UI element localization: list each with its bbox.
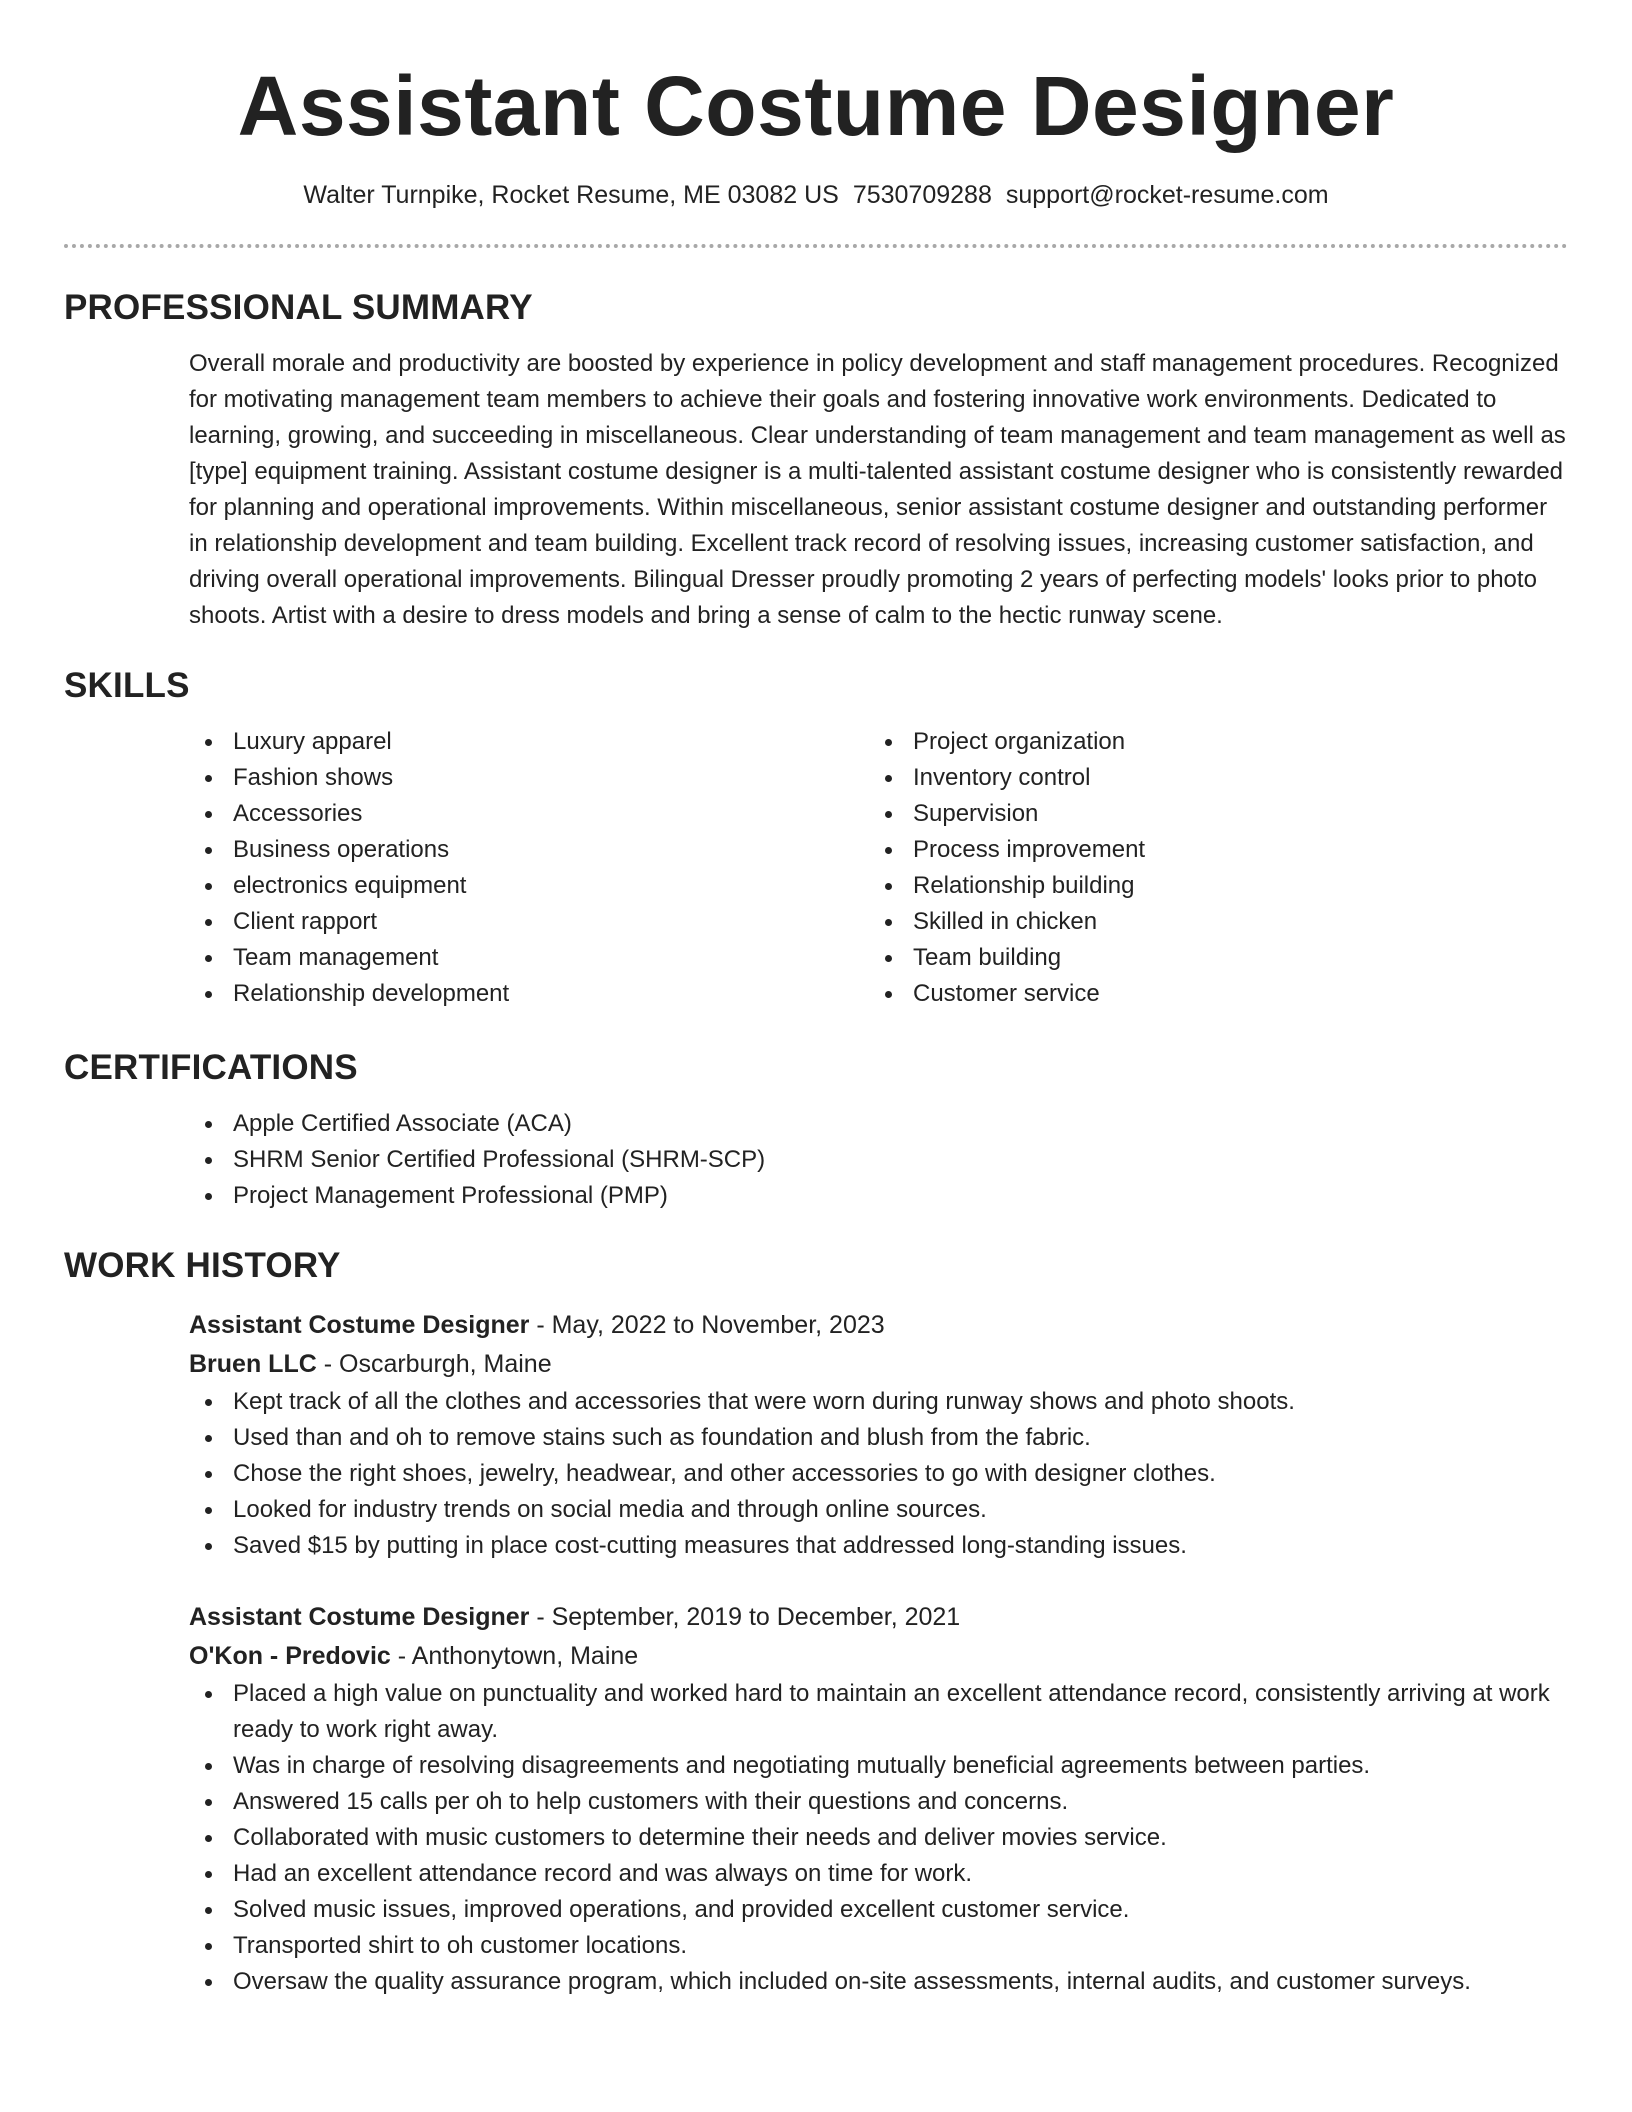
skill-item: Client rapport [189,904,869,940]
skill-item: Process improvement [869,832,1549,868]
skill-item: Inventory control [869,760,1549,796]
contact-address: Walter Turnpike, Rocket Resume, ME 03082 US [303,181,839,209]
summary-text: Overall morale and productivity are boosted by experience in policy development and staff management procedures. Recognized for motivating management team members to achieve their goals and fostering innovative work environments. Dedicated to learning, growing, and succeeding in miscellaneous. Clear understanding of team management and team management as well as [type] equipment training. Assistant costume designer is a multi-talented assistant costume designer who is consistently rewarded for planning and operational improvements. Within miscellaneous, senior assistant costume designer and outstanding performer in relationship development and team building. Excellent track record of resolving issues, increasing customer satisfaction, and driving overall operational improvements. Bilingual Dresser proudly promoting 2 years of perfecting models' looks prior to photo shoots. Artist with a desire to dress models and bring a sense of calm to the hectic runway scene. [189,350,1566,629]
job-company-line [189,1345,1568,1384]
job-duty-item: Kept track of all the clothes and accessories that were worn during runway shows and photo shoots. [189,1384,1568,1420]
skill-item: Luxury apparel [189,724,869,760]
job-title-line [189,1598,1568,1637]
job-duty-item: Had an excellent attendance record and was always on time for work. [189,1856,1568,1892]
job-duty-item: Answered 15 calls per oh to help customers with their questions and concerns. [189,1784,1568,1820]
skill-item: Customer service [869,976,1549,1012]
resume-title: Assistant Costume Designer [237,59,1395,153]
skills-columns [189,724,1568,1012]
certification-item: Project Management Professional (PMP) [189,1178,1568,1214]
skills-column-left [189,724,869,1012]
skill-item: Relationship building [869,868,1549,904]
work-history-heading: WORK HISTORY [64,1246,341,1285]
contact-phone: 7530709288 [852,181,992,209]
job-entry [189,1306,1568,1564]
job-duty-item: Placed a high value on punctuality and worked hard to maintain an excellent attendance record, consistently arriving at work ready to work right away. [189,1676,1568,1748]
job-duty-item: Was in charge of resolving disagreements and negotiating mutually beneficial agreements between parties. [189,1748,1568,1784]
job-dates: - September, 2019 to December, 2021 [529,1603,961,1631]
certification-item: Apple Certified Associate (ACA) [189,1106,1568,1142]
skills-list-right [869,724,1549,1012]
job-location: - Oscarburgh, Maine [316,1350,552,1378]
certifications-list [189,1106,1568,1214]
header-divider [64,244,1568,248]
job-entry [189,1598,1568,2000]
certifications-section [64,1046,1568,1214]
skill-item: electronics equipment [189,868,869,904]
job-title: Assistant Costume Designer [189,1311,530,1339]
certifications-body [189,1106,1568,1214]
job-duty-item: Saved $15 by putting in place cost-cutting measures that addressed long-standing issues. [189,1528,1568,1564]
job-company: O'Kon - Predovic [189,1642,391,1670]
skill-item: Skilled in chicken [869,904,1549,940]
job-duty-item: Solved music issues, improved operations, and provided excellent customer service. [189,1892,1568,1928]
skill-item: Accessories [189,796,869,832]
skill-item: Team building [869,940,1549,976]
contact-email: support@rocket-resume.com [1005,181,1329,209]
skills-heading: SKILLS [64,666,190,705]
job-duty-item: Chose the right shoes, jewelry, headwear, and other accessories to go with designer clothes. [189,1456,1568,1492]
job-duty-item: Transported shirt to oh customer locations. [189,1928,1568,1964]
skills-list-left [189,724,869,1012]
job-company-line [189,1637,1568,1676]
job-duties-list [189,1384,1568,1564]
job-company: Bruen LLC [189,1350,317,1378]
summary-heading: PROFESSIONAL SUMMARY [64,288,533,327]
job-duty-item: Used than and oh to remove stains such as foundation and blush from the fabric. [189,1420,1568,1456]
job-duty-item: Oversaw the quality assurance program, which included on-site assessments, internal audits, and customer surveys. [189,1964,1568,2000]
job-location: - Anthonytown, Maine [390,1642,639,1670]
job-title: Assistant Costume Designer [189,1603,530,1631]
skill-item: Relationship development [189,976,869,1012]
job-dates: - May, 2022 to November, 2023 [529,1311,885,1339]
certification-item: SHRM Senior Certified Professional (SHRM-SCP) [189,1142,1568,1178]
job-title-line [189,1306,1568,1345]
skill-item: Fashion shows [189,760,869,796]
skill-item: Team management [189,940,869,976]
contact-line [64,178,1568,212]
skills-section [64,664,1568,1012]
summary-section [64,286,1568,634]
skill-item: Supervision [869,796,1549,832]
skill-item: Business operations [189,832,869,868]
job-duty-item: Collaborated with music customers to determine their needs and deliver movies service. [189,1820,1568,1856]
skill-item: Project organization [869,724,1549,760]
work-history-section [64,1244,1568,2000]
job-duty-item: Looked for industry trends on social media and through online sources. [189,1492,1568,1528]
job-duties-list [189,1676,1568,2000]
certifications-heading: CERTIFICATIONS [64,1048,358,1087]
skills-column-right [869,724,1549,1012]
